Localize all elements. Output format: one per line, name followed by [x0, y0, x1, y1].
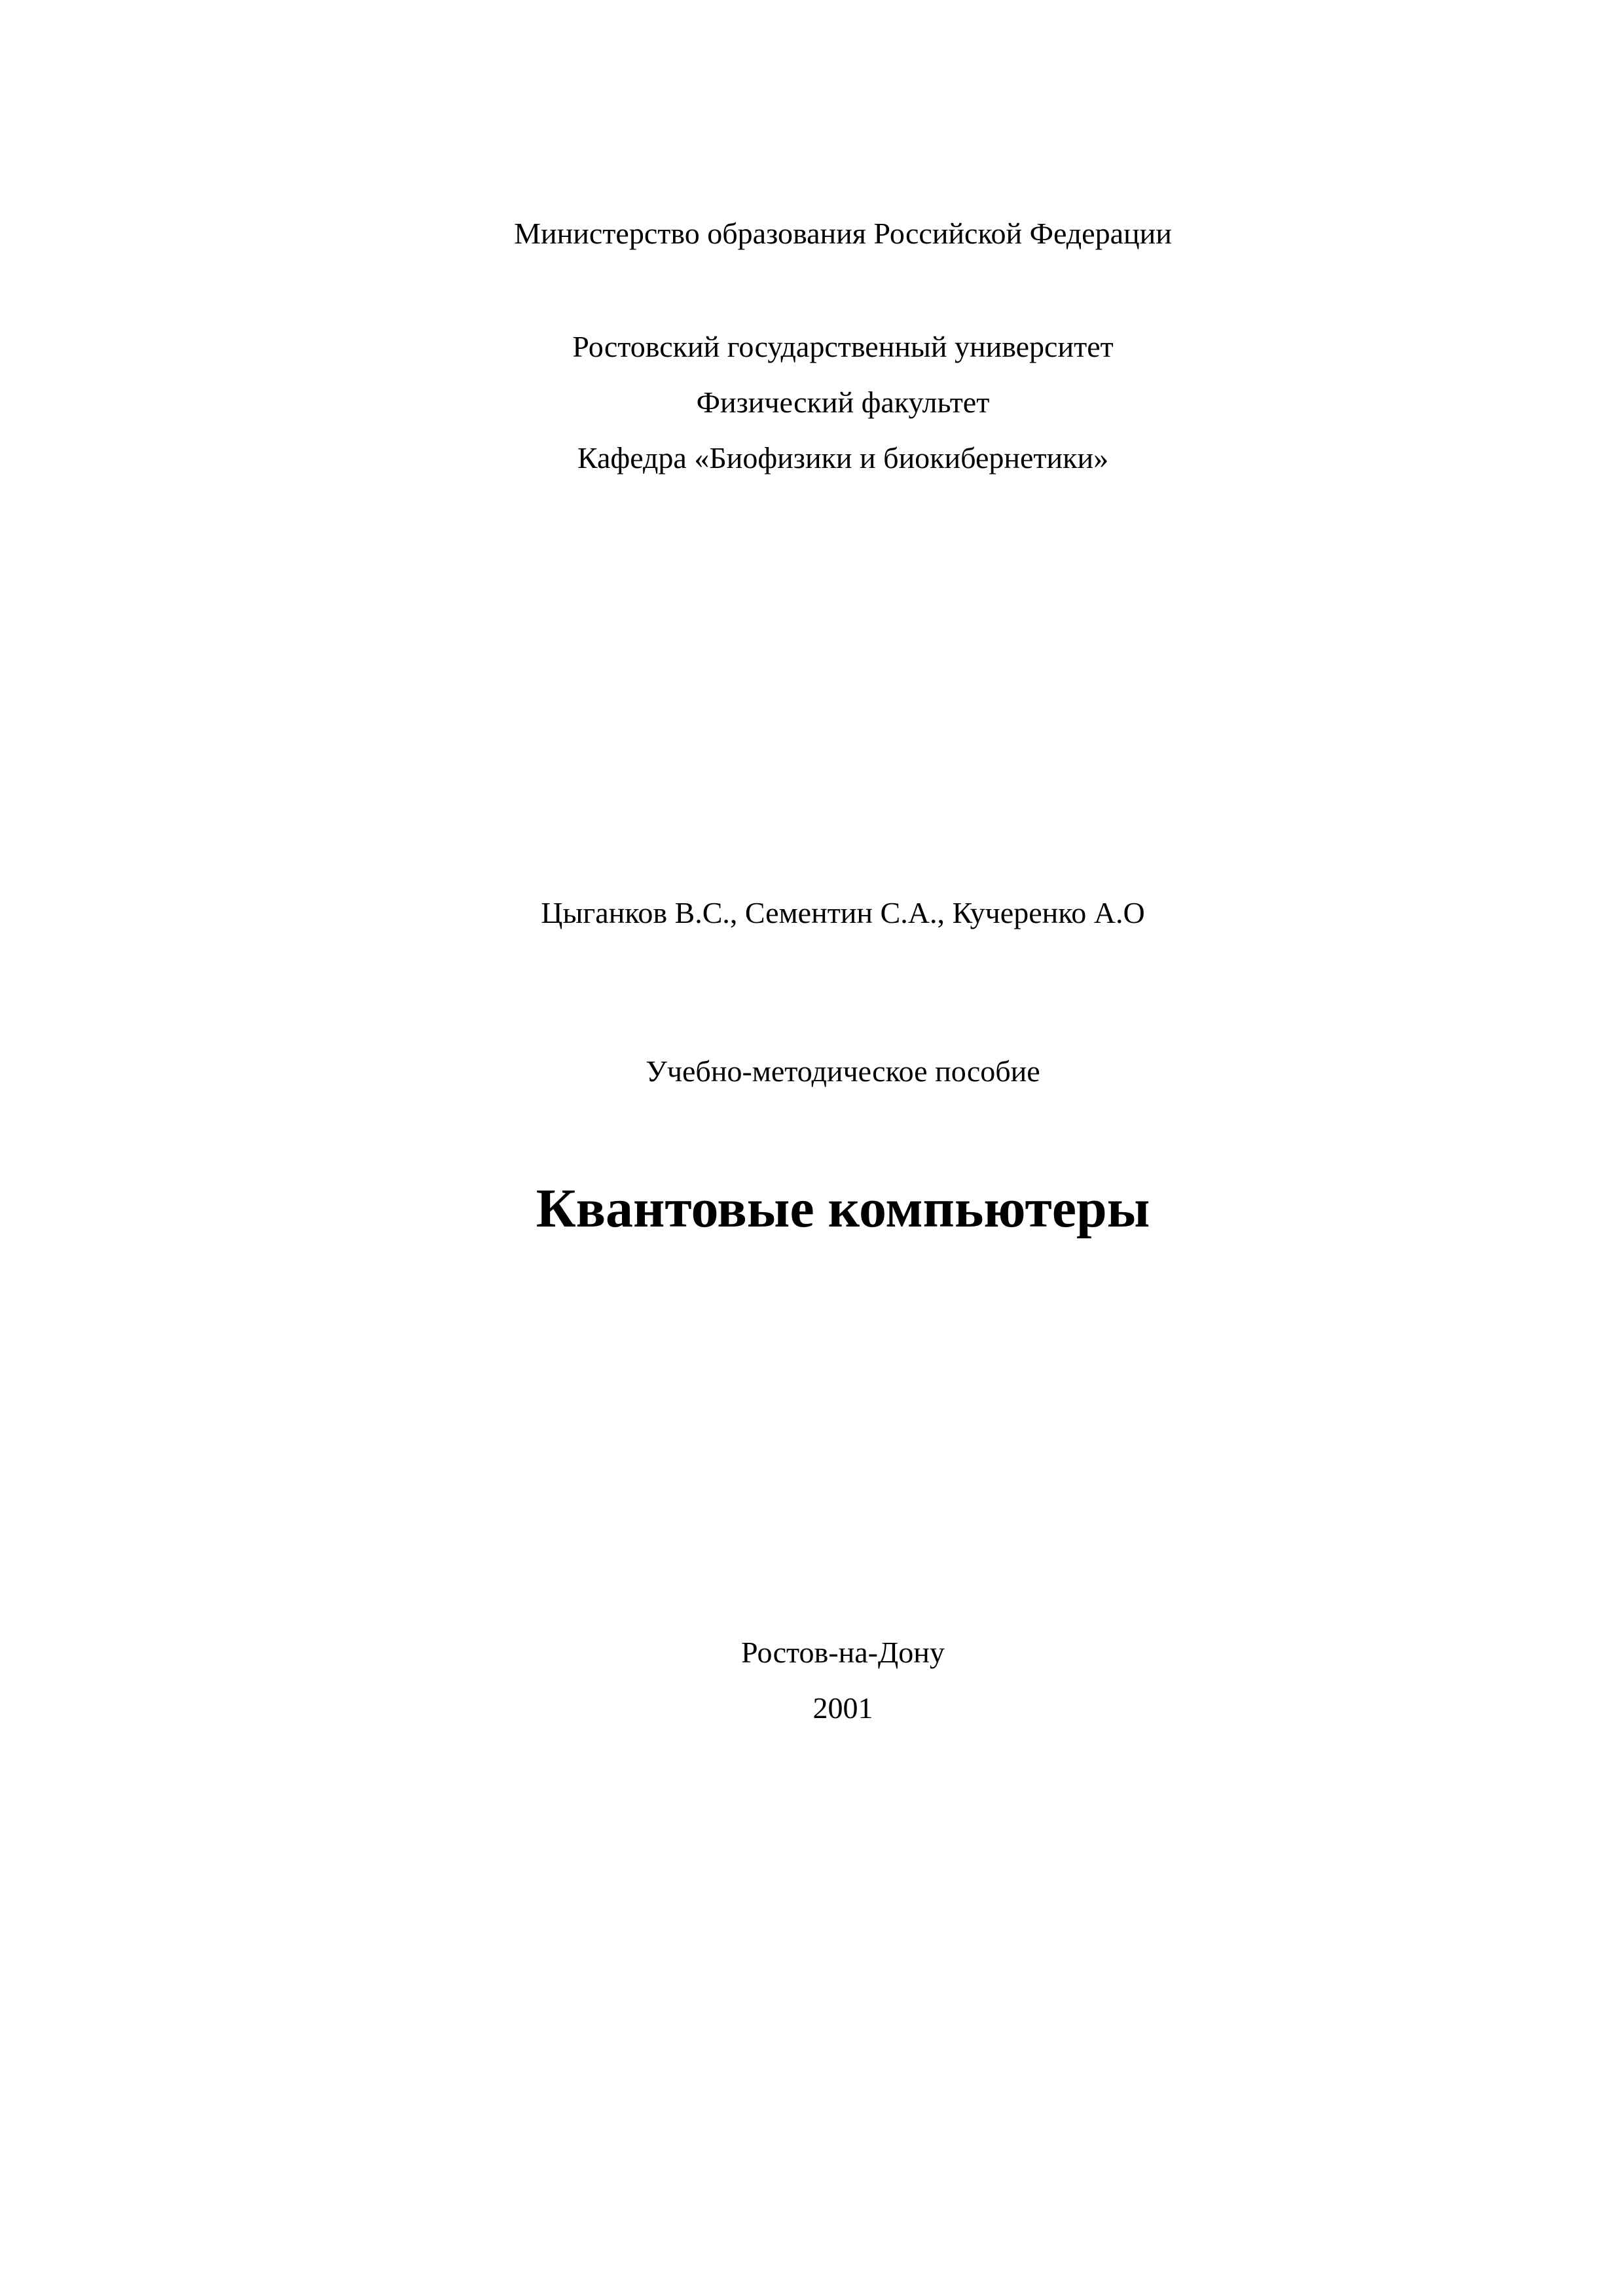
document-title: Квантовые компьютеры	[536, 1178, 1150, 1239]
chair-name: Кафедра «Биофизики и биокибернетики»	[577, 441, 1109, 475]
authors: Цыганков В.С., Сементин С.А., Кучеренко А.О	[541, 896, 1145, 929]
ministry-name: Министерство образования Российской Федерации	[514, 217, 1172, 250]
faculty-name: Физический факультет	[696, 386, 990, 419]
publication-year: 2001	[812, 1691, 873, 1725]
publication-city: Ростов-на-Дону	[741, 1636, 945, 1669]
university-name: Ростовский государственный университет	[572, 330, 1114, 363]
publication-type: Учебно-методическое пособие	[646, 1054, 1040, 1088]
